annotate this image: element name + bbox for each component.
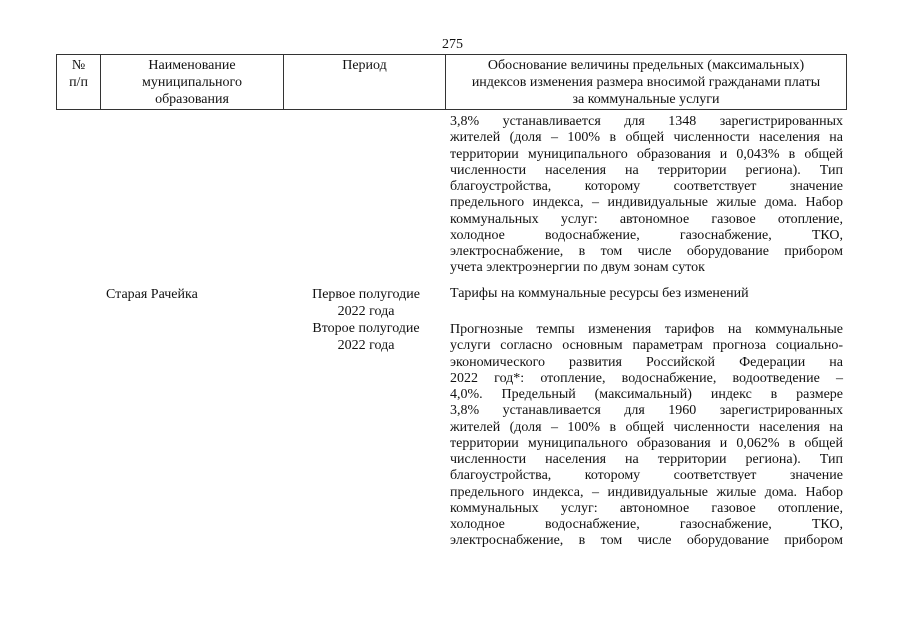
justification-first-half: Тарифы на коммунальные ресурсы без изменений bbox=[450, 286, 749, 301]
text-line: 2022 год*: отопление, водоснабжение, водоотведение – bbox=[450, 370, 843, 386]
text-line: электроснабжение, в том числе оборудование прибором bbox=[450, 533, 843, 549]
text-line: жителей (доля – 100% в общей численности населения на bbox=[450, 419, 843, 435]
justification-second-half bbox=[450, 322, 843, 550]
municipality-name: Старая Рачейка bbox=[106, 287, 198, 302]
text-line: численности населения на территории региона). Тип bbox=[450, 452, 843, 467]
page-number: 275 bbox=[442, 37, 463, 52]
text-line: коммунальных услуг: автономное газовое отопление, bbox=[450, 500, 843, 516]
text-line: благоустройства, которому соответствует значение bbox=[450, 179, 843, 194]
text-line: жителей (доля – 100% в общей численности населения на bbox=[450, 130, 843, 146]
text-line: численности населения на территории региона). Тип bbox=[450, 162, 843, 178]
text-line: 3,8% устанавливается для 1960 зарегистрированных bbox=[450, 403, 843, 419]
text-line: услуги согласно основным параметрам прогноза социально- bbox=[450, 338, 843, 354]
text-line: предельного индекса, – индивидуальные жилые дома. Набор bbox=[450, 195, 843, 211]
text-line: электроснабжение, в том числе оборудование прибором bbox=[450, 244, 843, 259]
text-line: 4,0%. Предельный (максимальный) индекс в размере bbox=[450, 387, 843, 402]
text-line: коммунальных услуг: автономное газовое отопление, bbox=[450, 211, 843, 227]
table-header bbox=[56, 54, 847, 110]
period-first-half: Первое полугодие 2022 года bbox=[312, 287, 420, 319]
text-line: экономического развития Российской Федерации на bbox=[450, 354, 843, 370]
text-line: учета электроэнергии по двум зонам суток bbox=[450, 260, 705, 276]
text-line: 3,8% устанавливается для 1348 зарегистрированных bbox=[450, 114, 843, 129]
text-line: холодное водоснабжение, газоснабжение, ТКО, bbox=[450, 227, 843, 243]
text-line: холодное водоснабжение, газоснабжение, ТКО, bbox=[450, 517, 843, 532]
header-number: № п/п bbox=[57, 55, 101, 109]
text-line: Прогнозные темпы изменения тарифов на коммунальные bbox=[450, 322, 843, 337]
text-line: территории муниципального образования и 0,062% в общей bbox=[450, 435, 843, 451]
text-line: предельного индекса, – индивидуальные жилые дома. Набор bbox=[450, 484, 843, 500]
header-justification: Обоснование величины предельных (максимальных) индексов изменения размера вносимой гражданами платы за коммунальные услуги bbox=[471, 58, 821, 107]
text-line: территории муниципального образования и 0,043% в общей bbox=[450, 146, 843, 162]
header-municipality: Наименование муниципального образования bbox=[101, 55, 284, 109]
text-line: благоустройства, которому соответствует значение bbox=[450, 468, 843, 484]
period-second-half: Второе полугодие 2022 года bbox=[312, 321, 420, 353]
header-period: Период bbox=[284, 55, 446, 109]
continued-justification bbox=[450, 114, 843, 277]
